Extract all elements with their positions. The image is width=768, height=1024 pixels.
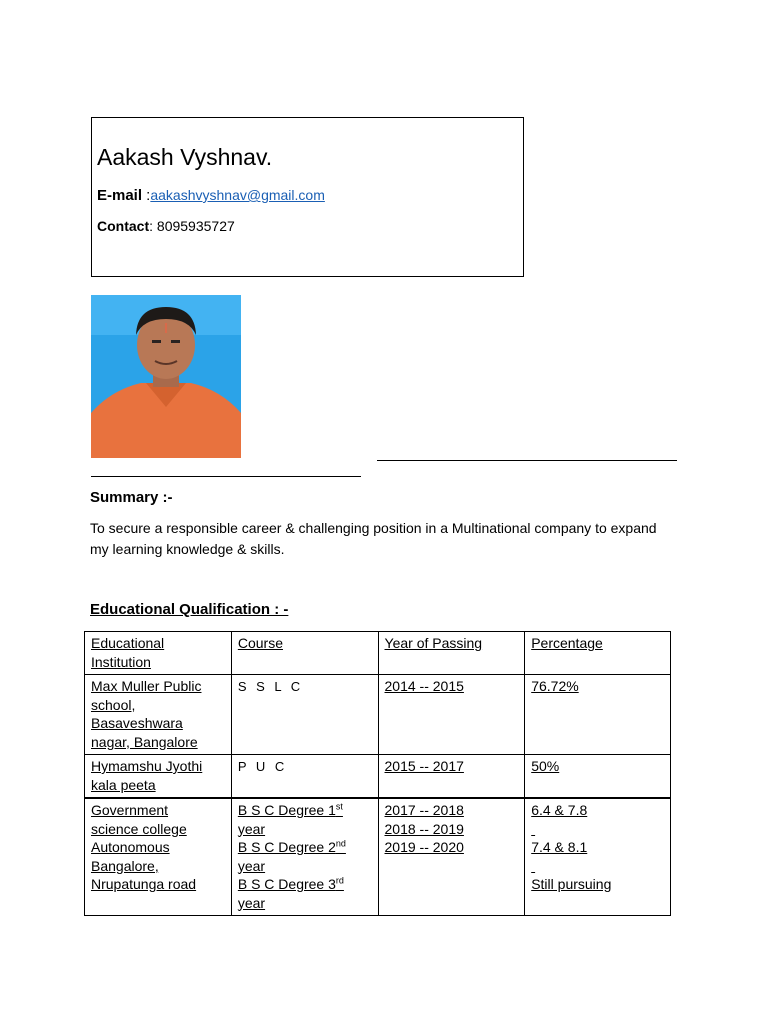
header-year: Year of Passing [384, 635, 483, 651]
education-heading: Educational Qualification : - [90, 601, 289, 618]
course-degree-year-2 [238, 839, 346, 855]
year-cell [378, 675, 525, 755]
email-label: E-mail [97, 187, 143, 204]
course-text: B S C Degree 1 [237, 802, 336, 818]
institution-cell [85, 798, 232, 916]
education-table [84, 631, 671, 916]
summary-text: To secure a responsible career & challenging position in a Multinational company to expand my learning knowledge & skills. [90, 520, 657, 557]
institution-cell [85, 675, 232, 755]
header-percentage: Percentage [531, 635, 603, 651]
institution-line: Hymamshu Jyothi [91, 758, 203, 774]
course-cell [231, 798, 378, 916]
table-row [85, 798, 671, 916]
percentage-cell [525, 675, 671, 755]
percentage-text: 50% [531, 758, 560, 774]
institution-line: Nrupatunga road [91, 876, 197, 892]
email-row [97, 187, 325, 204]
candidate-name: Aakash Vyshnav. [97, 144, 273, 170]
course-text: year [237, 820, 266, 837]
ordinal-suffix: st [335, 801, 343, 812]
course-text: year [237, 894, 266, 911]
institution-line: school, [91, 696, 136, 713]
year-text: 2015 -- 2017 [384, 758, 464, 774]
course-text: B S C Degree 2 [237, 839, 336, 855]
ordinal-suffix: nd [335, 838, 346, 849]
course-degree-year-3 [238, 876, 344, 892]
rule-left [91, 476, 361, 477]
course-text: B S C Degree 3 [237, 876, 336, 892]
table-row [85, 755, 671, 799]
contact-label: Contact [97, 218, 150, 234]
rule-right [377, 460, 677, 461]
percentage-text: 76.72% [531, 678, 579, 694]
institution-line: nagar, Bangalore [91, 733, 198, 750]
course-text: P U C [237, 759, 288, 774]
year-text: 2017 -- 2018 [384, 802, 464, 818]
course-cell [231, 675, 378, 755]
header-cell-year [378, 632, 525, 675]
course-text: year [237, 857, 266, 874]
institution-line: Bangalore, [91, 857, 159, 874]
institution-line: Max Muller Public [91, 678, 202, 694]
institution-line: science college [91, 820, 187, 837]
ordinal-suffix: rd [335, 875, 344, 886]
percentage-text [531, 821, 535, 837]
course-cell [231, 755, 378, 799]
institution-cell [85, 755, 232, 799]
year-cell [378, 755, 525, 799]
percentage-cell [525, 798, 671, 916]
course-degree-year-1 [238, 802, 343, 818]
percentage-text: 6.4 & 7.8 [531, 802, 588, 818]
year-text: 2019 -- 2020 [384, 839, 464, 855]
header-cell-course [231, 632, 378, 675]
percentage-text: Still pursuing [531, 876, 612, 892]
header-institution: Educational Institution [91, 635, 165, 670]
email-separator: : [142, 187, 151, 204]
year-text: 2018 -- 2019 [384, 820, 464, 837]
table-header-row [85, 632, 671, 675]
table-row [85, 675, 671, 755]
summary-heading: Summary :- [90, 489, 173, 506]
header-cell-institution [85, 632, 232, 675]
institution-line: Basaveshwara [91, 715, 183, 731]
institution-line: Government [91, 802, 169, 818]
institution-line: Autonomous [91, 839, 170, 855]
contact-separator: : [149, 218, 157, 234]
contact-number: 8095935727 [156, 218, 235, 234]
course-text: S S L C [237, 679, 304, 694]
year-text: 2014 -- 2015 [384, 678, 464, 694]
contact-row [97, 218, 235, 234]
header-course: Course [237, 635, 283, 651]
institution-line: kala peeta [91, 776, 156, 793]
percentage-cell [525, 755, 671, 799]
profile-photo [91, 295, 241, 458]
percentage-text [531, 858, 535, 874]
header-cell-percentage [525, 632, 671, 675]
email-link[interactable]: aakashvyshnav@gmail.com [150, 187, 325, 203]
percentage-text: 7.4 & 8.1 [531, 839, 588, 855]
year-cell [378, 798, 525, 916]
